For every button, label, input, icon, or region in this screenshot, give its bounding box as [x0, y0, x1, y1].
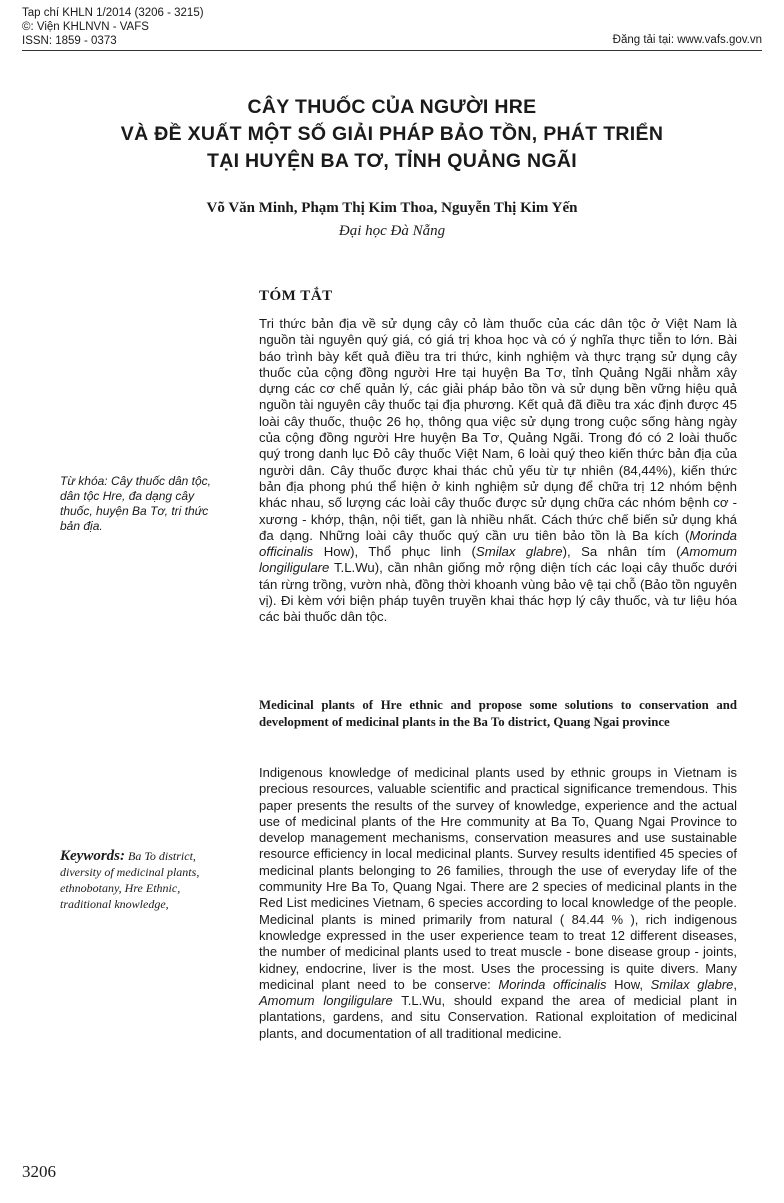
keywords-label: Keywords:: [60, 848, 125, 864]
abstract-text: Tri thức bản địa về sử dụng cây cỏ làm thuốc của các dân tộc ở Việt Nam là nguồn tài nguyên quý giá, có giá trị khoa học và có ý nghĩa thực tiễn to lớn. Bài báo trình bày kết quả điều tra tri thức, kinh nghiệm và thực trạng sử dụng cây thuốc của cộng đồng người Hre tại huyện Ba Tơ, tỉnh Quảng Ngãi nhằm xây dựng các cơ chế quản lý, các giải pháp bảo tồn và sử dụng bền vững hiệu quả nguồn tài nguyên cây thuốc tại địa phương. Kết quả đã điều tra xác định được 45 loài cây thuốc, thuộc 26 họ, thông qua việc sử dụng trong cuộc sống hàng ngày của cộng đồng người Hre huyện Ba Tơ, Quảng Ngãi. Trong đó có 2 loài thuốc quý trong danh lục Đỏ cây thuốc Việt Nam, 6 loài quý theo kiến thức bản địa của người dân. Cây thuốc được khai thác chủ yếu từ tự nhiên (84,44%), kiến thức bản địa phong phú thể hiện ở kinh nghiệm sử dụng để chữa trị 12 nhóm bệnh khác nhau, số lượng các loài cây thuốc được sử dụng chữa các nhóm bệnh cơ - xương - khớp, thận, nội tiết, gan là nhiều nhất. Cách thức chế biến sử dụng khá đa dạng. Những loài cây thuốc quý cần ưu tiên bảo tồn là Ba kích (: [259, 316, 737, 543]
abstract-text: ,: [733, 976, 737, 992]
species-name: Morinda officinalis: [498, 976, 607, 992]
english-title: Medicinal plants of Hre ethnic and propose some solutions to conservation and development of medicinal plants in the Ba To district, Quang Ngai province: [259, 698, 737, 729]
abstract-text: Indigenous knowledge of medicinal plants used by ethnic groups in Vietnam is precious resources, valuable scientific and practical significance tremendous. This paper presents the results of the survey of knowledge, experience and the actual use of medicinal plants of the Hre community at Ba To, Quang Ngai Province to develop management mechanisms, conservation measures and use sustainable resource efficiency in local medicinal plants. Survey results identified 45 species of medicinal plants belonging to 26 families, through the use of everyday life of the community Hre Ba To, Quang Ngai. There are 2 species of medicinal plants in the Red List medicines Vietnam, 6 species according to local knowledge of the people. Medicinal plants is mined primarily from natural ( 84.44 % ), rich indigenous knowledge expressed in the user experience team to treat 12 different diseases, the number of medicinal plants used to treat muscle - bone disease group - joints, kidney, endocrine, liver is the most. Uses the processing is quite divers. Many medicinal plant need to be conserve:: [259, 765, 737, 992]
title-line: TẠI HUYỆN BA TƠ, TỈNH QUẢNG NGÃI: [206, 150, 577, 172]
abstract-text: T.L.Wu), cần nhân giống mở rộng diện tích các loại cây thuốc dưới tán rừng trồng, vườn nhà, đồng thời khoanh vùng bảo vệ tại chỗ (Bảo tồn nguyên vị). Đi kèm với biện pháp tuyên truyền khai thác hợp lý cây thuốc, và tư liệu hóa các bài thuốc dân tộc.: [259, 560, 737, 625]
keywords-text: Cây thuốc dân tộc, dân tộc Hre, đa dạng cây thuốc, huyện Ba Tơ, tri thức bản địa.: [60, 474, 212, 533]
journal-citation: Tap chí KHLN 1/2014 (3206 - 3215): [22, 7, 204, 19]
affiliation: Đại học Đà Nẵng: [338, 223, 446, 239]
keywords-label: Từ khóa:: [60, 474, 108, 488]
header-divider: [22, 50, 762, 51]
vietnamese-abstract: [259, 316, 737, 626]
page-number: 3206: [22, 1162, 56, 1181]
abstract-heading: TÓM TẮT: [259, 288, 333, 304]
abstract-text: ), Sa nhân tím (: [562, 544, 681, 560]
author-list: Võ Văn Minh, Phạm Thị Kim Thoa, Nguyễn Thị Kim Yến: [206, 200, 578, 216]
species-name: Smilax glabre: [650, 976, 734, 992]
copyright-line: ©: Viện KHLNVN - VAFS: [22, 21, 149, 33]
species-name: Amomum longiligulare: [259, 544, 737, 576]
species-name: Morinda officinalis: [259, 527, 737, 560]
abstract-text: T.L.Wu, should expand the area of medicial plant in plantations, gardens, and situ Conservation. Rational exploitation of medicinal plants, and documentation of all traditional medicine.: [259, 993, 737, 1041]
english-keywords: [60, 848, 230, 912]
keywords-text: Ba To district, diversity of medicinal plants, ethnobotany, Hre Ethnic, traditional knowledge,: [60, 849, 200, 911]
issn-line: ISSN: 1859 - 0373: [22, 35, 117, 47]
abstract-text: How), Thổ phục linh (: [313, 544, 476, 560]
title-line: CÂY THUỐC CỦA NGƯỜI HRE: [247, 96, 537, 118]
paper-title: [40, 94, 744, 175]
vietnamese-keywords: [60, 474, 230, 534]
title-line: VÀ ĐỀ XUẤT MỘT SỐ GIẢI PHÁP BẢO TỒN, PHÁT TRIỂN: [120, 123, 664, 145]
species-name: Amomum longiligulare: [259, 993, 393, 1009]
abstract-text: How,: [606, 976, 651, 992]
published-at: Đăng tải tại: www.vafs.gov.vn: [612, 34, 762, 46]
journal-header: [22, 6, 204, 48]
english-abstract: [259, 765, 737, 1042]
species-name: Smilax glabre: [475, 544, 563, 560]
